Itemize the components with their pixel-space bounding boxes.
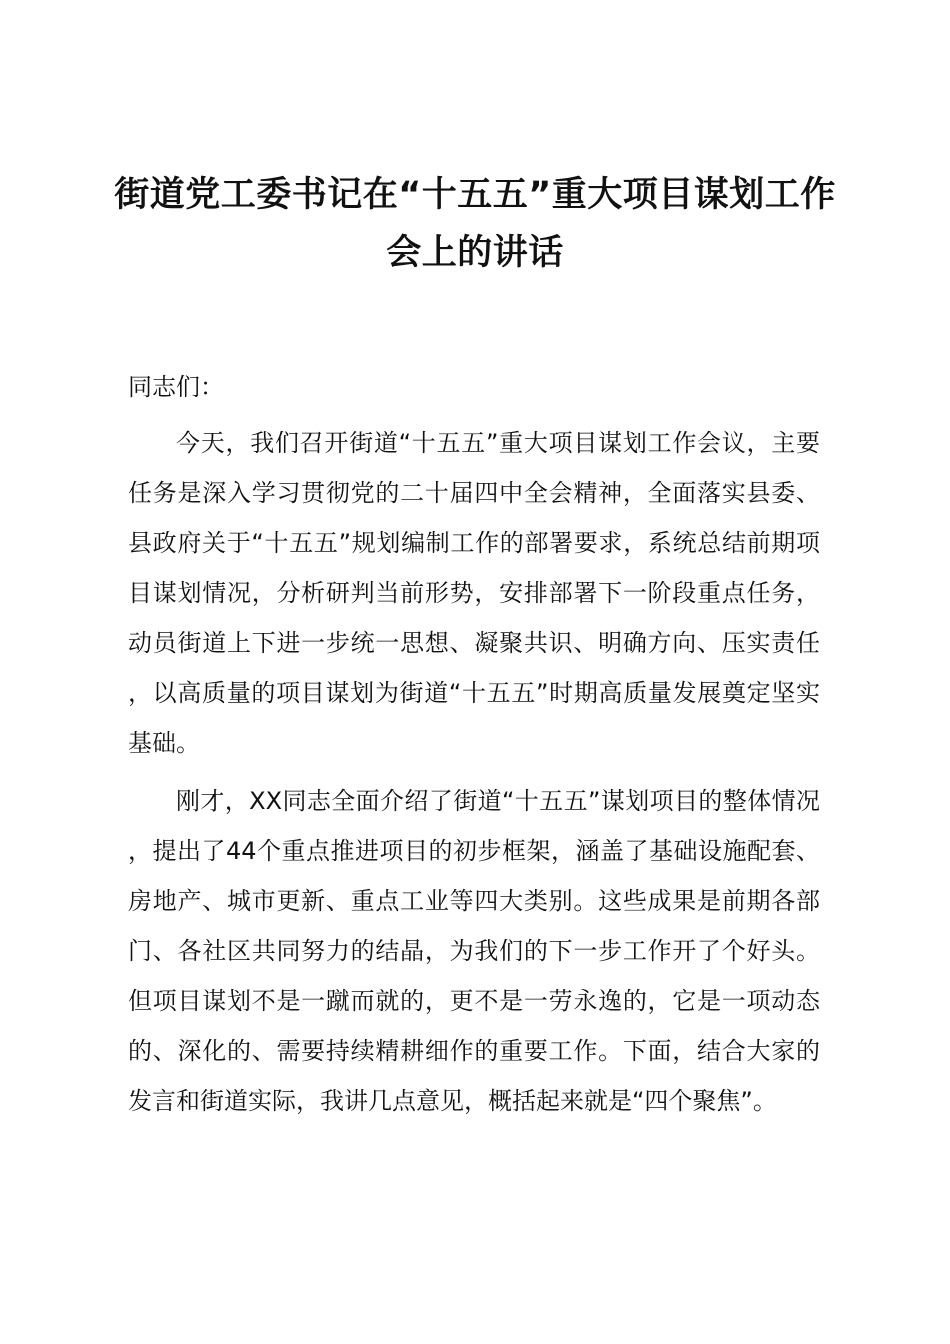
body-paragraph-2: 刚才，XX同志全面介绍了街道“十五五”谋划项目的整体情况，提出了44个重点推进项目的初步框架，涵盖了基础设施配套、房地产、城市更新、重点工业等四大类别。这些成果是前期各部门、各社区共同努力的结晶，为我们的下一步工作开了个好头。但项目谋划不是一蹴而就的，更不是一劳永逸的，它是一项动态的、深化的、需要持续精耕细作的重要工作。下面，结合大家的发言和街道实际，我讲几点意见，概括起来就是“四个聚焦”。 xyxy=(128,787,820,1115)
document-title: 街道党工委书记在“十五五”重大项目谋划工作会上的讲话 xyxy=(114,175,836,273)
body-paragraph-1: 今天，我们召开街道“十五五”重大项目谋划工作会议，主要任务是深入学习贯彻党的二十届四中全会精神，全面落实县委、县政府关于“十五五”规划编制工作的部署要求，系统总结前期项目谋划情况，分析研判当前形势，安排部署下一阶段重点任务，动员街道上下进一步统一思想、凝聚共识、明确方向、压实责任，以高质量的项目谋划为街道“十五五”时期高质量发展奠定坚实基础。 xyxy=(128,429,820,757)
salutation: 同志们： xyxy=(128,373,224,401)
